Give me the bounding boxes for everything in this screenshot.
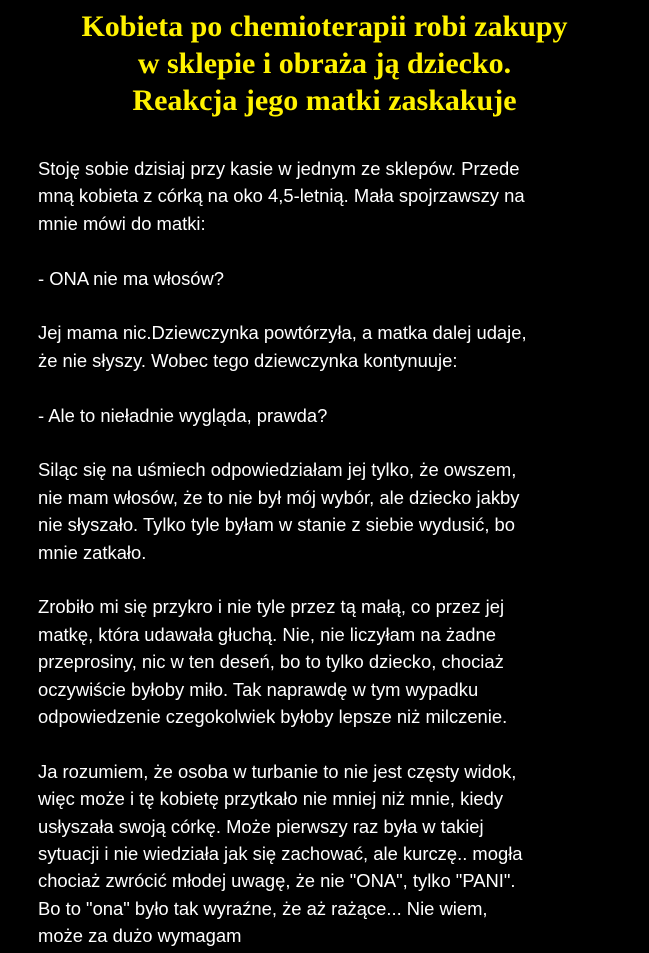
text-line: może za dużo wymagam <box>38 925 242 947</box>
headline-line: w sklepie i obraża ją dziecko. <box>137 47 512 80</box>
text-line: przeprosiny, nic w ten deseń, bo to tylko dziecko, chociaż <box>38 651 504 673</box>
text-line: Stoję sobie dzisiaj przy kasie w jednym ze sklepów. Przede <box>38 158 520 179</box>
paragraph <box>38 155 618 237</box>
paragraph <box>38 593 618 730</box>
text-line: matkę, która udawała głuchą. Nie, nie liczyłam na żadne <box>38 623 496 645</box>
text-line: oczywiście byłoby miło. Tak naprawdę w tym wypadku <box>38 678 479 700</box>
text-line: Bo to "ona" było tak wyraźne, że aż rażące... Nie wiem, <box>38 897 488 919</box>
headline-line: Reakcja jego matki zaskakuje <box>132 84 517 117</box>
text-line: nie słyszało. Tylko tyle byłam w stanie z siebie wydusić, bo <box>38 514 515 536</box>
text-line: nie mam włosów, że to nie był mój wybór, ale dziecko jakby <box>38 486 520 508</box>
article-body <box>38 155 618 950</box>
text-line: Ja rozumiem, że osoba w turbanie to nie jest częsty widok, <box>38 760 517 782</box>
text-line: - ONA nie ma włosów? <box>38 267 225 289</box>
text-line: - Ale to nieładnie wygląda, prawda? <box>38 404 328 426</box>
text-line: że nie słyszy. Wobec tego dziewczynka kontynuuje: <box>38 349 458 371</box>
text-line: Jej mama nic.Dziewczynka powtórzyła, a matka dalej udaje, <box>38 322 527 344</box>
text-line: Zrobiło mi się przykro i nie tyle przez tą małą, co przez jej <box>38 596 505 618</box>
paragraph <box>38 402 618 429</box>
text-line: Siląc się na uśmiech odpowiedziałam jej tylko, że owszem, <box>38 459 517 481</box>
text-line: chociaż zwrócić młodej uwagę, że nie "ONA", tylko "PANI". <box>38 870 516 892</box>
headline-line: Kobieta po chemioterapii robi zakupy <box>81 10 568 43</box>
text-line: więc może i tę kobietę przytkało nie mniej niż mnie, kiedy <box>38 788 504 810</box>
paragraph <box>38 319 618 374</box>
text-line: mnie mówi do matki: <box>38 212 206 234</box>
text-line: mnie zatkało. <box>38 541 147 563</box>
text-line: sytuacji i nie wiedziała jak się zachować, ale kurczę.. mogła <box>38 843 523 865</box>
headline <box>10 8 639 119</box>
paragraph <box>38 456 618 566</box>
paragraph <box>38 265 618 292</box>
text-line: usłyszała swoją córkę. Może pierwszy raz była w takiej <box>38 815 484 837</box>
text-line: mną kobieta z córką na oko 4,5-letnią. Mała spojrzawszy na <box>38 185 525 207</box>
paragraph <box>38 758 618 950</box>
text-line: odpowiedzenie czegokolwiek byłoby lepsze niż milczenie. <box>38 706 508 728</box>
